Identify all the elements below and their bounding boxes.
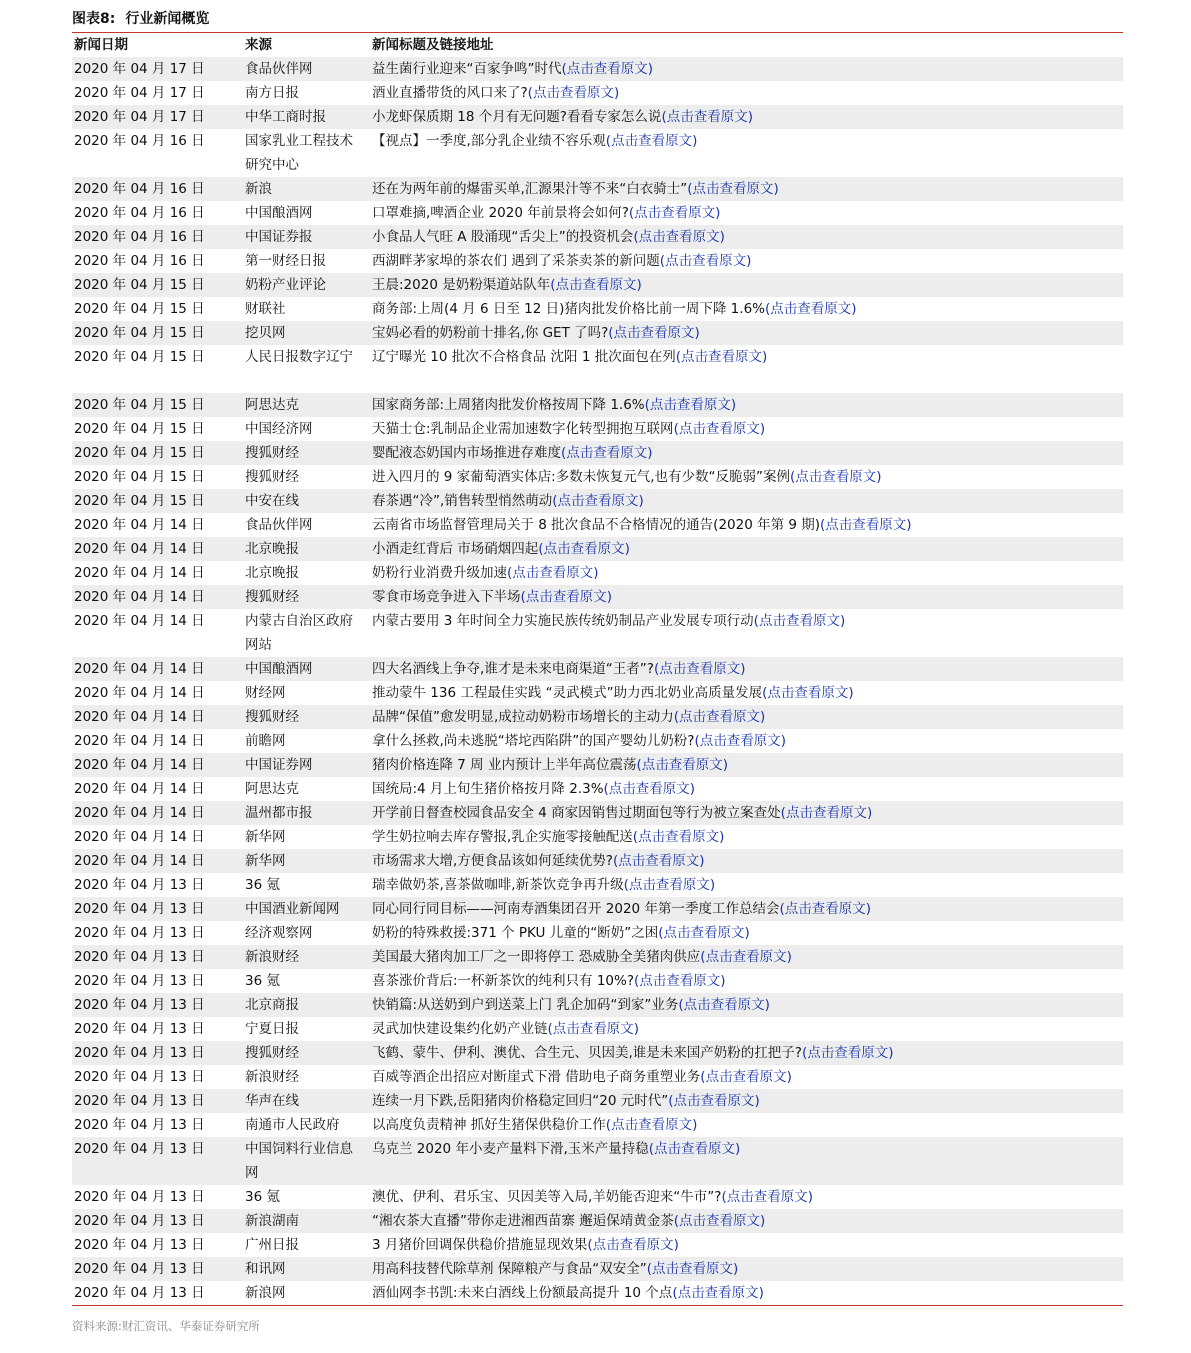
news-title-cell [370, 849, 1123, 873]
view-original-link[interactable]: (点击查看原文) [561, 445, 653, 461]
news-date: 2020 年 04 月 14 日 [72, 537, 243, 561]
view-original-link[interactable]: (点击查看原文) [820, 517, 912, 533]
news-title-cell [370, 489, 1123, 513]
news-title: 商务部:上周(4 月 6 日至 12 日)猪肉批发价格比前一周下降 1.6% [372, 301, 765, 317]
news-date: 2020 年 04 月 14 日 [72, 657, 243, 681]
news-title: “湘农茶大直播”带你走进湘西苗寨 邂逅保靖黄金茶 [372, 1213, 674, 1229]
table-row [72, 1233, 1123, 1257]
news-source: 新浪 [243, 177, 370, 201]
view-original-link[interactable]: (点击查看原文) [636, 757, 729, 773]
news-title: 口罩难摘,啤酒企业 2020 年前景将会如何? [372, 205, 629, 221]
news-date: 2020 年 04 月 16 日 [74, 205, 205, 221]
news-date: 2020 年 04 月 16 日 [74, 133, 205, 149]
table-row [72, 1089, 1123, 1113]
news-title-cell [370, 321, 1123, 345]
table-row [72, 57, 1123, 81]
news-source: 第一财经日报 [245, 253, 326, 269]
news-title: 以高度负责精神 抓好生猪保供稳价工作 [372, 1117, 606, 1133]
news-date: 2020 年 04 月 13 日 [74, 1285, 205, 1301]
news-title-cell [370, 1137, 1123, 1185]
table-row [72, 585, 1123, 609]
view-original-link[interactable]: (点击查看原文) [634, 973, 726, 989]
view-original-link[interactable]: (点击查看原文) [661, 109, 753, 125]
news-source: 阿思达克 [243, 393, 370, 417]
news-date: 2020 年 04 月 13 日 [72, 1257, 243, 1281]
table-row [72, 873, 1123, 897]
news-title: 四大名酒线上争夺,谁才是未来电商渠道“王者”? [372, 661, 654, 677]
news-source: 新华网 [245, 829, 286, 845]
news-date: 2020 年 04 月 14 日 [74, 781, 205, 797]
view-original-link[interactable]: (点击查看原文) [801, 1045, 894, 1061]
news-date: 2020 年 04 月 13 日 [72, 1137, 243, 1185]
header-date: 新闻日期 [74, 37, 128, 53]
news-title: 连续一月下跌,岳阳猪肉价格稳定回归“20 元时代” [372, 1093, 669, 1109]
news-date: 2020 年 04 月 14 日 [72, 705, 243, 729]
news-date: 2020 年 04 月 14 日 [74, 613, 205, 629]
view-original-link[interactable]: (点击查看原文) [790, 469, 882, 485]
table-row [72, 345, 1123, 393]
news-source: 搜狐财经 [243, 441, 370, 465]
news-title-cell [370, 393, 1123, 417]
news-title: 酒业直播带货的风口来了? [372, 85, 528, 101]
news-source: 新浪湖南 [243, 1209, 370, 1233]
view-original-link[interactable]: (点击查看原文) [603, 781, 696, 797]
view-original-link[interactable]: (点击查看原文) [587, 1237, 679, 1253]
news-title: 3 月猪价回调保供稳价措施显现效果 [372, 1237, 588, 1253]
news-source: 新华网 [243, 849, 370, 873]
view-original-link[interactable]: (点击查看原文) [550, 277, 642, 293]
figure-title-text: 行业新闻概览 [125, 11, 210, 27]
table-row [72, 393, 1123, 417]
table-row [72, 297, 1123, 321]
table-row [72, 129, 1123, 177]
news-source: 中国酿酒网 [245, 205, 313, 221]
news-source: 搜狐财经 [245, 469, 299, 485]
news-title: 同心同行同目标——河南寿酒集团召开 2020 年第一季度工作总结会 [372, 901, 780, 917]
news-title: 小食品人气旺 A 股涌现“舌尖上”的投资机会 [372, 229, 634, 245]
news-date: 2020 年 04 月 15 日 [72, 393, 243, 417]
table-row [72, 945, 1123, 969]
news-title: 推动蒙牛 136 工程最佳实践 “灵武模式”助力西北奶业高质量发展 [372, 685, 763, 701]
view-original-link[interactable]: (点击查看原文) [507, 565, 599, 581]
news-title: 宝妈必看的奶粉前十排名,你 GET 了吗? [372, 325, 609, 341]
news-title-cell [370, 825, 1123, 849]
news-date: 2020 年 04 月 14 日 [72, 801, 243, 825]
news-title-cell [370, 945, 1123, 969]
view-original-link[interactable]: (点击查看原文) [753, 613, 846, 629]
view-original-link[interactable]: (点击查看原文) [646, 1261, 739, 1277]
view-original-link[interactable]: (点击查看原文) [658, 925, 750, 941]
table-row [72, 825, 1123, 849]
news-title: 瑞幸做奶茶,喜茶做咖啡,新茶饮竞争再升级 [372, 877, 624, 893]
table-row [72, 1137, 1123, 1185]
news-source: 中安在线 [243, 489, 370, 513]
table-row [72, 801, 1123, 825]
news-title: 灵武加快建设集约化奶产业链 [372, 1021, 548, 1037]
table-row [72, 1065, 1123, 1089]
view-original-link[interactable]: (点击查看原文) [644, 397, 737, 413]
news-source: 搜狐财经 [243, 705, 370, 729]
table-row [72, 513, 1123, 537]
news-title-cell [370, 1257, 1123, 1281]
table-row [72, 1113, 1123, 1137]
news-title-cell [370, 345, 1123, 393]
news-title: 用高科技替代除草剂 保障粮产与食品“双安全” [372, 1261, 647, 1277]
news-date: 2020 年 04 月 14 日 [74, 565, 205, 581]
table-row [72, 537, 1123, 561]
news-title: 还在为两年前的爆雷买单,汇源果汁等不来“白衣骑士” [372, 181, 688, 197]
news-title-cell [370, 1233, 1123, 1257]
view-original-link[interactable]: (点击查看原文) [628, 205, 721, 221]
news-date: 2020 年 04 月 17 日 [72, 57, 243, 81]
view-original-link[interactable]: (点击查看原文) [633, 229, 725, 245]
news-title: 市场需求大增,方便食品该如何延续优势? [372, 853, 613, 869]
news-title-cell [370, 657, 1123, 681]
news-date: 2020 年 04 月 14 日 [74, 829, 205, 845]
news-title-cell [370, 753, 1123, 777]
news-source: 奶粉产业评论 [243, 273, 370, 297]
news-source: 财经网 [245, 685, 286, 701]
table-row [72, 849, 1123, 873]
news-source: 人民日报数字辽宁 [245, 349, 353, 365]
news-title-cell [370, 969, 1123, 993]
news-source: 前瞻网 [245, 733, 286, 749]
news-source: 内蒙古自治区政府网站 [245, 613, 353, 653]
news-title: 拿什么拯救,尚未逃脱“塔坨西陷阱”的国产婴幼儿奶粉? [372, 733, 695, 749]
news-title-cell [370, 897, 1123, 921]
news-source: 华声在线 [243, 1089, 370, 1113]
view-original-link[interactable]: (点击查看原文) [721, 1189, 813, 1205]
news-date: 2020 年 04 月 14 日 [72, 753, 243, 777]
news-title: 百威等酒企出招应对断崖式下滑 借助电子商务重塑业务 [372, 1069, 701, 1085]
news-title: 小酒走红背后 市场硝烟四起 [372, 541, 539, 557]
news-title-cell [370, 201, 1123, 225]
news-date: 2020 年 04 月 15 日 [74, 469, 205, 485]
figure-label: 图表8: [72, 11, 116, 27]
view-original-link[interactable]: (点击查看原文) [605, 1117, 698, 1133]
table-header-row [72, 33, 1123, 57]
news-date: 2020 年 04 月 13 日 [74, 877, 205, 893]
news-title-cell [370, 297, 1123, 321]
news-source: 搜狐财经 [243, 1041, 370, 1065]
news-title: 内蒙古要用 3 年时间全力实施民族传统奶制品产业发展专项行动 [372, 613, 754, 629]
news-date: 2020 年 04 月 15 日 [72, 321, 243, 345]
news-date: 2020 年 04 月 13 日 [74, 1069, 205, 1085]
news-source: 食品伙伴网 [245, 517, 313, 533]
view-original-link[interactable]: (点击查看原文) [612, 853, 705, 869]
news-source: 宁夏日报 [245, 1021, 299, 1037]
news-title-cell [370, 249, 1123, 273]
news-title-cell [370, 81, 1123, 105]
view-original-link[interactable]: (点击查看原文) [561, 61, 654, 77]
view-original-link[interactable]: (点击查看原文) [527, 85, 620, 101]
news-source: 中国酿酒网 [243, 657, 370, 681]
news-title: 春茶遇“冷”,销售转型悄然萌动 [372, 493, 553, 509]
news-date: 2020 年 04 月 17 日 [72, 105, 243, 129]
news-source: 阿思达克 [245, 781, 299, 797]
view-original-link[interactable]: (点击查看原文) [700, 1069, 792, 1085]
news-source: 经济观察网 [245, 925, 313, 941]
news-title: 【视点】一季度,部分乳企业绩不容乐观 [372, 133, 606, 149]
news-title: 学生奶拉响去库存警报,乳企实施零接触配送 [372, 829, 633, 845]
news-title-cell [370, 441, 1123, 465]
view-original-link[interactable]: (点击查看原文) [687, 181, 779, 197]
figure-container [72, 8, 1123, 1334]
news-title-cell [370, 129, 1123, 177]
news-date: 2020 年 04 月 14 日 [74, 685, 205, 701]
news-title-cell [370, 1089, 1123, 1113]
news-title-cell [370, 225, 1123, 249]
news-title: 天猫士仓:乳制品企业需加速数字化转型拥抱互联网 [372, 421, 674, 437]
news-title-cell [370, 1041, 1123, 1065]
table-row [72, 1257, 1123, 1281]
news-source: 中国酒业新闻网 [243, 897, 370, 921]
news-source: 广州日报 [245, 1237, 299, 1253]
news-date: 2020 年 04 月 13 日 [72, 993, 243, 1017]
view-original-link[interactable]: (点击查看原文) [673, 709, 766, 725]
news-source: 36 氪 [245, 973, 280, 989]
news-title-cell [370, 1065, 1123, 1089]
news-date: 2020 年 04 月 16 日 [72, 225, 243, 249]
news-date: 2020 年 04 月 13 日 [74, 925, 205, 941]
table-row [72, 993, 1123, 1017]
news-title-cell [370, 873, 1123, 897]
news-source: 财联社 [245, 301, 286, 317]
table-row [72, 81, 1123, 105]
view-original-link[interactable]: (点击查看原文) [632, 829, 725, 845]
table-row [72, 897, 1123, 921]
view-original-link[interactable]: (点击查看原文) [764, 301, 857, 317]
view-original-link[interactable]: (点击查看原文) [608, 325, 700, 341]
news-title-cell [370, 57, 1123, 81]
news-title-cell [370, 465, 1123, 489]
table-row [72, 465, 1123, 489]
table-row [72, 417, 1123, 441]
news-date: 2020 年 04 月 15 日 [72, 273, 243, 297]
news-title-cell [370, 681, 1123, 705]
table-row [72, 105, 1123, 129]
table-row [72, 729, 1123, 753]
news-date: 2020 年 04 月 16 日 [74, 253, 205, 269]
news-title: 小龙虾保质期 18 个月有无问题?看看专家怎么说 [372, 109, 662, 125]
news-source: 新浪财经 [243, 945, 370, 969]
header-title: 新闻标题及链接地址 [372, 37, 494, 53]
news-title-cell [370, 1017, 1123, 1041]
header-source: 来源 [245, 37, 272, 53]
news-date: 2020 年 04 月 16 日 [72, 177, 243, 201]
news-date: 2020 年 04 月 17 日 [74, 85, 205, 101]
news-date: 2020 年 04 月 13 日 [72, 1209, 243, 1233]
news-title: 西湖畔茅家埠的茶农们 遇到了采茶卖茶的新问题 [372, 253, 660, 269]
news-date: 2020 年 04 月 14 日 [74, 517, 205, 533]
view-original-link[interactable]: (点击查看原文) [700, 949, 792, 965]
news-date: 2020 年 04 月 15 日 [74, 301, 205, 317]
news-source: 挖贝网 [243, 321, 370, 345]
news-title: 喜茶涨价背后:一杯新茶饮的纯利只有 10%? [372, 973, 635, 989]
news-title: 奶粉的特殊救援:371 个 PKU 儿童的“断奶”之困 [372, 925, 659, 941]
news-source: 南方日报 [245, 85, 299, 101]
news-title: 婴配液态奶国内市场推进存难度 [372, 445, 561, 461]
news-title-cell [370, 1281, 1123, 1305]
news-title: 飞鹤、蒙牛、伊利、澳优、合生元、贝因美,谁是未来国产奶粉的扛把子? [372, 1045, 802, 1061]
news-date: 2020 年 04 月 13 日 [74, 1021, 205, 1037]
news-title-cell [370, 801, 1123, 825]
table-row [72, 441, 1123, 465]
table-row [72, 489, 1123, 513]
news-title-cell [370, 921, 1123, 945]
news-source: 中华工商时报 [243, 105, 370, 129]
news-title: 快销篇:从送奶到户到送菜上门 乳企加码“到家”业务 [372, 997, 679, 1013]
news-source: 温州都市报 [243, 801, 370, 825]
view-original-link[interactable]: (点击查看原文) [762, 685, 854, 701]
news-source: 36 氪 [245, 1189, 280, 1205]
news-source: 中国饲料行业信息网 [243, 1137, 370, 1185]
news-title-cell [370, 177, 1123, 201]
news-source: 中国证券网 [243, 753, 370, 777]
view-original-link[interactable]: (点击查看原文) [623, 877, 716, 893]
view-original-link[interactable]: (点击查看原文) [779, 901, 871, 917]
news-date: 2020 年 04 月 13 日 [72, 1089, 243, 1113]
view-original-link[interactable]: (点击查看原文) [547, 1021, 640, 1037]
news-title-cell [370, 513, 1123, 537]
view-original-link[interactable]: (点击查看原文) [675, 349, 768, 365]
view-original-link[interactable]: (点击查看原文) [648, 1141, 741, 1157]
view-original-link[interactable]: (点击查看原文) [605, 133, 698, 149]
news-title-cell [370, 777, 1123, 801]
news-title-cell [370, 1209, 1123, 1233]
figure-title [72, 8, 1123, 30]
news-source: 北京晚报 [245, 565, 299, 581]
table-row [72, 561, 1123, 585]
source-note: 资料来源:财汇资讯、华泰证券研究所 [72, 1319, 260, 1333]
table-row [72, 681, 1123, 705]
news-title: 奶粉行业消费升级加速 [372, 565, 507, 581]
news-title: 澳优、伊利、君乐宝、贝因美等入局,羊奶能否迎来“牛市”? [372, 1189, 722, 1205]
news-date: 2020 年 04 月 14 日 [74, 733, 205, 749]
news-source: 中国证券报 [243, 225, 370, 249]
table-row [72, 777, 1123, 801]
news-date: 2020 年 04 月 13 日 [74, 973, 205, 989]
news-title-cell [370, 273, 1123, 297]
view-original-link[interactable]: (点击查看原文) [780, 805, 873, 821]
news-source: 新浪网 [245, 1285, 286, 1301]
table-row [72, 1281, 1123, 1305]
news-source: 新浪财经 [245, 1069, 299, 1085]
news-date: 2020 年 04 月 14 日 [72, 849, 243, 873]
news-title: 美国最大猪肉加工厂之一即将停工 恐威胁全美猪肉供应 [372, 949, 701, 965]
news-date: 2020 年 04 月 13 日 [74, 1237, 205, 1253]
news-title: 零食市场竞争进入下半场 [372, 589, 521, 605]
news-title: 乌克兰 2020 年小麦产量料下滑,玉米产量持稳 [372, 1141, 649, 1157]
news-source: 北京晚报 [243, 537, 370, 561]
news-title-cell [370, 561, 1123, 585]
news-source: 和讯网 [243, 1257, 370, 1281]
table-row [72, 969, 1123, 993]
news-source: 中国经济网 [245, 421, 313, 437]
table-row [72, 273, 1123, 297]
news-title-cell [370, 105, 1123, 129]
news-title: 王晨:2020 是奶粉渠道站队年 [372, 277, 551, 293]
table-row [72, 225, 1123, 249]
news-table [72, 33, 1123, 1305]
table-row [72, 177, 1123, 201]
news-title: 酒仙网李书凯:未来白酒线上份额最高提升 10 个点 [372, 1285, 673, 1301]
news-title-cell [370, 1113, 1123, 1137]
news-title: 云南省市场监督管理局关于 8 批次食品不合格情况的通告(2020 年第 9 期) [372, 517, 821, 533]
news-title: 猪肉价格连降 7 周 业内预计上半年高位震荡 [372, 757, 637, 773]
view-original-link[interactable]: (点击查看原文) [552, 493, 644, 509]
news-date: 2020 年 04 月 15 日 [74, 421, 205, 437]
news-date: 2020 年 04 月 13 日 [72, 945, 243, 969]
news-source: 国家乳业工程技术研究中心 [245, 133, 353, 173]
table-row [72, 657, 1123, 681]
news-title: 国统局:4 月上旬生猪价格按月降 2.3% [372, 781, 604, 797]
table-row [72, 921, 1123, 945]
view-original-link[interactable]: (点击查看原文) [520, 589, 613, 605]
view-original-link[interactable]: (点击查看原文) [694, 733, 786, 749]
view-original-link[interactable]: (点击查看原文) [672, 1285, 764, 1301]
view-original-link[interactable]: (点击查看原文) [668, 1093, 760, 1109]
view-original-link[interactable]: (点击查看原文) [673, 1213, 766, 1229]
table-row [72, 1017, 1123, 1041]
news-date: 2020 年 04 月 13 日 [72, 897, 243, 921]
news-title-cell [370, 609, 1123, 657]
news-title: 辽宁曝光 10 批次不合格食品 沈阳 1 批次面包在列 [372, 349, 676, 365]
news-title: 进入四月的 9 家葡萄酒实体店:多数未恢复元气,也有少数“反脆弱”案例 [372, 469, 790, 485]
news-title-cell [370, 705, 1123, 729]
news-source: 36 氪 [245, 877, 280, 893]
table-row [72, 705, 1123, 729]
table-row [72, 201, 1123, 225]
table-row [72, 1185, 1123, 1209]
news-source: 北京商报 [243, 993, 370, 1017]
news-title: 品牌“保值”愈发明显,成拉动奶粉市场增长的主动力 [372, 709, 674, 725]
news-date: 2020 年 04 月 13 日 [74, 1189, 205, 1205]
news-date: 2020 年 04 月 14 日 [72, 585, 243, 609]
news-date: 2020 年 04 月 13 日 [72, 1041, 243, 1065]
bottom-rule [72, 1305, 1123, 1306]
news-date: 2020 年 04 月 13 日 [74, 1117, 205, 1133]
table-row [72, 609, 1123, 657]
table-row [72, 753, 1123, 777]
news-date: 2020 年 04 月 15 日 [72, 489, 243, 513]
news-title-cell [370, 417, 1123, 441]
news-source: 南通市人民政府 [245, 1117, 340, 1133]
table-row [72, 249, 1123, 273]
news-title-cell [370, 1185, 1123, 1209]
table-row [72, 1041, 1123, 1065]
view-original-link[interactable]: (点击查看原文) [678, 997, 770, 1013]
view-original-link[interactable]: (点击查看原文) [538, 541, 630, 557]
news-title: 国家商务部:上周猪肉批发价格按周下降 1.6% [372, 397, 645, 413]
news-date: 2020 年 04 月 15 日 [74, 349, 205, 365]
news-source: 食品伙伴网 [243, 57, 370, 81]
view-original-link[interactable]: (点击查看原文) [653, 661, 746, 677]
news-title-cell [370, 537, 1123, 561]
news-title: 开学前日督查校园食品安全 4 商家因销售过期面包等行为被立案查处 [372, 805, 781, 821]
news-title-cell [370, 729, 1123, 753]
table-row [72, 321, 1123, 345]
news-source: 搜狐财经 [243, 585, 370, 609]
table-row [72, 1209, 1123, 1233]
news-title-cell [370, 585, 1123, 609]
view-original-link[interactable]: (点击查看原文) [673, 421, 766, 437]
view-original-link[interactable]: (点击查看原文) [659, 253, 752, 269]
news-date: 2020 年 04 月 15 日 [72, 441, 243, 465]
news-title-cell [370, 993, 1123, 1017]
news-title: 益生菌行业迎来“百家争鸣”时代 [372, 61, 562, 77]
